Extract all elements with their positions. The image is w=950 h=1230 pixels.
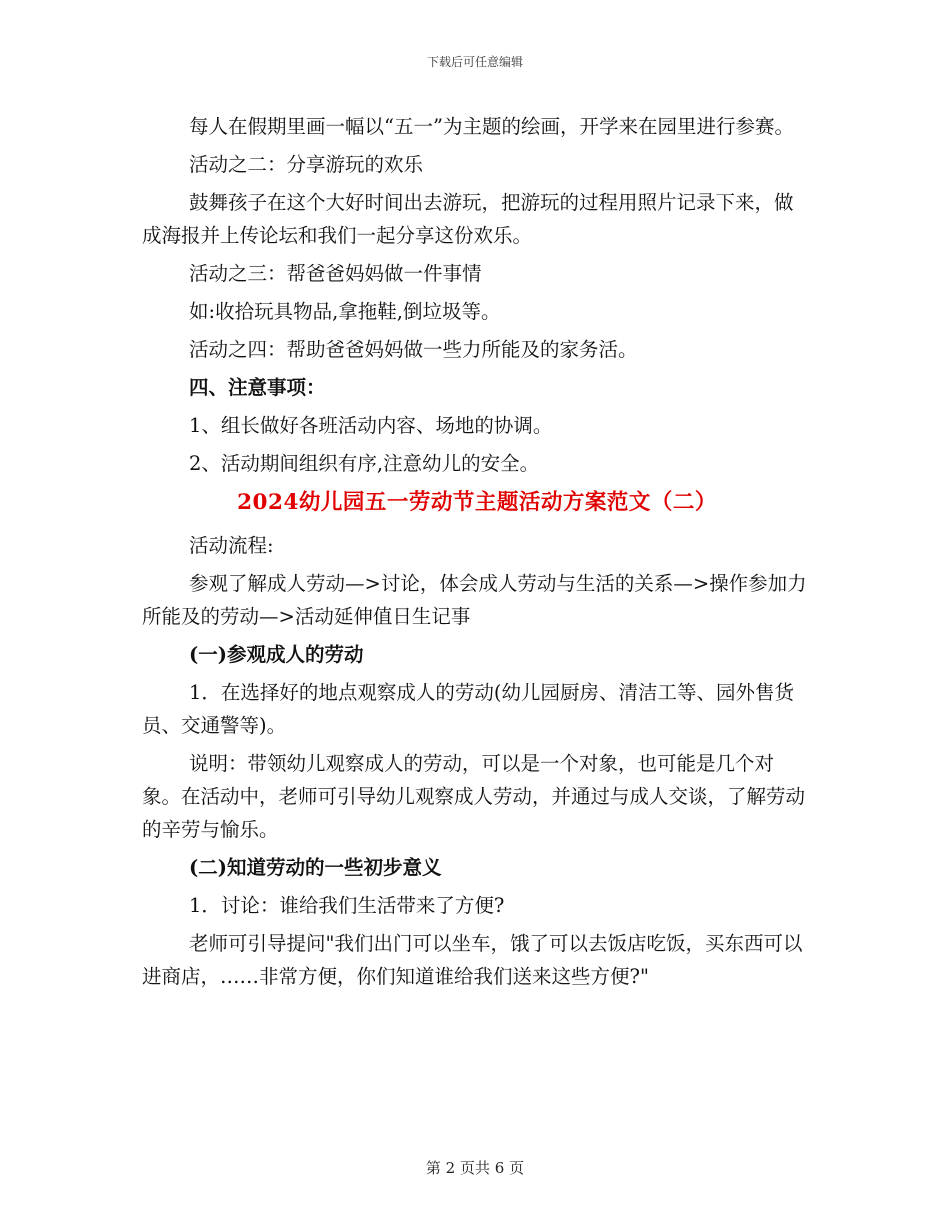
page-footer: 第 2 页共 6 页 [425, 1159, 525, 1177]
paragraph-discussion: 1．讨论：谁给我们生活带来了方便? [189, 894, 505, 917]
paragraph-note-1: 1、组长做好各班活动内容、场地的协调。 [189, 414, 553, 437]
section-heading-notes: 四、注意事项： [189, 376, 326, 399]
section-title: 2024幼儿园五一劳动节主题活动方案范文（二） [237, 490, 717, 515]
paragraph-activity-three-title: 活动之三：帮爸爸妈妈做一件事情 [189, 262, 482, 285]
paragraph-teacher-question: 老师可引导提问"我们出门可以坐车，饿了可以去饭店吃饭，买东西可以进商店，……非常方便，你们知道谁给我们送来这些方便?" [142, 932, 803, 988]
paragraph-drawing-contest: 每人在假期里画一幅以“五一”为主题的绘画，开学来在园里进行参赛。 [189, 115, 794, 138]
paragraph-note-2: 2、活动期间组织有序,注意幼儿的安全。 [189, 452, 540, 475]
paragraph-activity-three-body: 如:收拾玩具物品,拿拖鞋,倒垃圾等。 [189, 300, 501, 323]
document-body [142, 110, 812, 998]
paragraph-process-flow: 参观了解成人劳动—>讨论，体会成人劳动与生活的关系—>操作参加力所能及的劳动—>活动延伸值日生记事 [142, 572, 807, 628]
subheading-visit-labor: (一)参观成人的劳动 [189, 643, 364, 666]
page-header: 下载后可任意编辑 [426, 55, 523, 69]
paragraph-process-label: 活动流程: [189, 534, 274, 557]
paragraph-activity-two-body: 鼓舞孩子在这个大好时间出去游玩，把游玩的过程用照片记录下来，做成海报并上传论坛和我们一起分享这份欢乐。 [142, 191, 794, 247]
paragraph-observe-labor: 1．在选择好的地点观察成人的劳动(幼儿园厨房、清洁工等、园外售货员、交通警等)。 [142, 681, 795, 737]
paragraph-activity-four: 活动之四：帮助爸爸妈妈做一些力所能及的家务活。 [189, 338, 638, 361]
paragraph-explanation: 说明：带领幼儿观察成人的劳动，可以是一个对象，也可能是几个对象。在活动中，老师可引导幼儿观察成人劳动，并通过与成人交谈，了解劳动的辛劳与愉乐。 [142, 752, 806, 841]
subheading-labor-meaning: (二)知道劳动的一些初步意义 [189, 856, 442, 879]
paragraph-activity-two-title: 活动之二：分享游玩的欢乐 [189, 153, 424, 176]
